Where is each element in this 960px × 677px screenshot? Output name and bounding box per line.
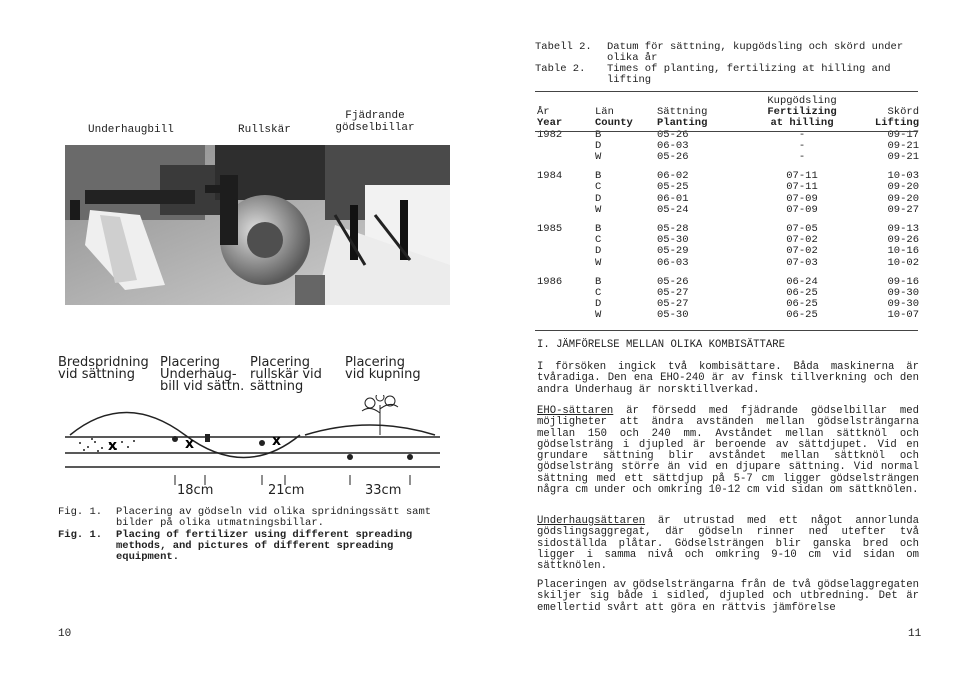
header-county-sv: Län bbox=[595, 106, 614, 119]
paragraph-4-text: Placeringen av gödselsträngarna från de två gödselaggregaten skiljer sig både i sidled, djupled och utbredning. Det är emellertid svårt att göra en rättvis jämförelse bbox=[537, 579, 919, 614]
header-lifting-sv: Skörd bbox=[887, 106, 919, 119]
cell-lifting: 10-03 bbox=[887, 170, 919, 183]
cell-fertilizing: - bbox=[798, 151, 806, 164]
cell-planting: 05-29 bbox=[657, 245, 689, 258]
cell-year bbox=[537, 205, 595, 216]
fig-caption-sv: Placering av gödseln vid olika spridningssätt samt bilder på olika utmatningsbillar. bbox=[116, 506, 432, 529]
cell-county: D bbox=[595, 298, 602, 311]
cell-planting: 05-24 bbox=[657, 203, 689, 216]
cell-lifting: 09-30 bbox=[887, 298, 919, 311]
cell-lifting: 10-02 bbox=[887, 256, 919, 269]
fert-dot-3 bbox=[347, 454, 353, 460]
header-planting-sv: Sättning bbox=[657, 106, 708, 119]
table-row bbox=[537, 182, 919, 193]
fig-caption-en-label: Fig. 1. bbox=[58, 529, 103, 541]
cell-lifting: 09-21 bbox=[887, 151, 919, 164]
cell-county: B bbox=[595, 128, 602, 141]
cell-county: C bbox=[595, 234, 602, 247]
cell-fertilizing: 07-09 bbox=[786, 203, 818, 216]
cell-planting: 05-27 bbox=[657, 298, 689, 311]
cell-lifting: 09-21 bbox=[887, 139, 919, 152]
tuber-mark-1: x bbox=[108, 438, 118, 454]
cell-fertilizing: 06-24 bbox=[786, 275, 818, 288]
cell-lifting: 09-30 bbox=[887, 287, 919, 300]
ridge-line-right bbox=[305, 425, 435, 435]
cell-lifting: 10-07 bbox=[887, 309, 919, 322]
cell-fertilizing: 07-02 bbox=[786, 234, 818, 247]
cell-planting: 05-30 bbox=[657, 309, 689, 322]
equipment-photo bbox=[65, 145, 450, 305]
paragraph-2-text bbox=[537, 406, 919, 496]
cell-county: W bbox=[595, 151, 602, 164]
cell-planting: 06-02 bbox=[657, 170, 689, 183]
cell-lifting: 09-27 bbox=[887, 203, 919, 216]
cell-fertilizing: 07-11 bbox=[786, 181, 818, 194]
paragraph-4 bbox=[537, 580, 919, 614]
distance-18cm: 18cm bbox=[177, 483, 214, 498]
cell-county: W bbox=[595, 203, 602, 216]
cell-lifting: 09-17 bbox=[887, 128, 919, 141]
cell-planting: 05-27 bbox=[657, 287, 689, 300]
cell-lifting: 09-13 bbox=[887, 223, 919, 236]
broadcast-dots bbox=[79, 438, 135, 452]
fig-caption-sv-label: Fig. 1. bbox=[58, 506, 103, 518]
cell-county: W bbox=[595, 309, 602, 322]
cell-year bbox=[537, 152, 595, 163]
table-title-en: Times of planting, fertilizing at hilling and lifting bbox=[607, 63, 891, 86]
eho-term: EHO-sättaren bbox=[537, 405, 614, 417]
equipment-photo-drawing bbox=[65, 145, 450, 305]
cell-fertilizing: 06-25 bbox=[786, 298, 818, 311]
fert-dot-2 bbox=[259, 440, 265, 446]
cell-fertilizing: 07-03 bbox=[786, 256, 818, 269]
cell-year bbox=[537, 258, 595, 269]
paragraph-2 bbox=[537, 406, 919, 496]
figure-label-kupning: Placering vid kupning bbox=[345, 355, 421, 382]
table-rule-header bbox=[535, 131, 918, 132]
tuber-mark-2: x bbox=[185, 436, 195, 452]
cell-planting: 05-25 bbox=[657, 181, 689, 194]
plant-icon bbox=[362, 395, 398, 435]
page-number-right: 11 bbox=[908, 628, 922, 640]
cell-year bbox=[537, 141, 595, 152]
table-row bbox=[537, 246, 919, 257]
section-heading: I. JÄMFÖRELSE MELLAN OLIKA KOMBISÄTTARE bbox=[537, 339, 785, 351]
underhaug-term: Underhaugsättaren bbox=[537, 515, 646, 527]
photo-label-fjadrande: Fjädrande gödselbillar bbox=[335, 110, 415, 134]
cell-year: 1985 bbox=[537, 223, 563, 236]
table-label-sv: Tabell 2. bbox=[535, 41, 592, 53]
table-row bbox=[537, 310, 919, 321]
cell-year: 1986 bbox=[537, 275, 563, 288]
table-rule-top bbox=[535, 91, 918, 92]
cell-planting: 06-03 bbox=[657, 256, 689, 269]
cell-county: D bbox=[595, 139, 602, 152]
cell-lifting: 09-26 bbox=[887, 234, 919, 247]
fert-strip-1 bbox=[205, 434, 210, 442]
header-county-en: County bbox=[595, 117, 633, 130]
cell-fertilizing: - bbox=[798, 128, 806, 141]
cell-fertilizing: 07-11 bbox=[786, 170, 818, 183]
paragraph-3 bbox=[537, 516, 919, 572]
cell-year bbox=[537, 310, 595, 321]
page-number-left: 10 bbox=[58, 628, 72, 640]
figure-label-bredspridning: Bredspridning vid sättning bbox=[58, 355, 149, 382]
cell-planting: 05-26 bbox=[657, 275, 689, 288]
cell-lifting: 10-16 bbox=[887, 245, 919, 258]
header-fert-en2: at hilling bbox=[770, 117, 834, 130]
cell-planting: 05-28 bbox=[657, 223, 689, 236]
header-year-en: Year bbox=[537, 117, 563, 130]
paragraph-3-text bbox=[537, 516, 919, 572]
cell-lifting: 09-16 bbox=[887, 275, 919, 288]
cell-county: D bbox=[595, 245, 602, 258]
cell-year: 1982 bbox=[537, 128, 563, 141]
cell-year bbox=[537, 288, 595, 299]
cell-planting: 06-03 bbox=[657, 139, 689, 152]
table-title-sv: Datum för sättning, kupgödsling och skörd under olika år bbox=[607, 41, 904, 64]
cell-county: C bbox=[595, 181, 602, 194]
cell-year bbox=[537, 246, 595, 257]
cell-county: D bbox=[595, 192, 602, 205]
tuber-mark-3: x bbox=[272, 433, 282, 449]
distance-21cm: 21cm bbox=[268, 483, 305, 498]
cell-county: B bbox=[595, 170, 602, 183]
cell-county: C bbox=[595, 287, 602, 300]
photo-label-underhaugbill: Underhaugbill bbox=[88, 124, 174, 136]
paragraph-1 bbox=[537, 362, 919, 396]
cell-county: B bbox=[595, 223, 602, 236]
cell-year bbox=[537, 194, 595, 205]
paragraph-3-body: är utrustad med ett något annorlunda gödslingsaggregat, där gödseln rinner ned utefter två sidoställda plåtar. Gödselsträngen blir ganska bred och ligger i samma nivå och omkring 9-10 cm vid sidan om sättknölen. bbox=[537, 515, 919, 573]
cell-lifting: 09-20 bbox=[887, 181, 919, 194]
cell-fertilizing: 07-09 bbox=[786, 192, 818, 205]
cell-fertilizing: 07-05 bbox=[786, 223, 818, 236]
cell-year bbox=[537, 182, 595, 193]
cell-fertilizing: 06-25 bbox=[786, 287, 818, 300]
distance-33cm: 33cm bbox=[365, 483, 402, 498]
header-fert-en: Fertilizing bbox=[767, 106, 837, 119]
figure-label-rullskar: Placering rullskär vid sättning bbox=[250, 355, 322, 394]
cell-year: 1984 bbox=[537, 170, 563, 183]
table-row bbox=[537, 205, 919, 216]
cell-planting: 06-01 bbox=[657, 192, 689, 205]
cell-planting: 05-30 bbox=[657, 234, 689, 247]
cell-county: W bbox=[595, 256, 602, 269]
table-row bbox=[537, 258, 919, 269]
cell-planting: 05-26 bbox=[657, 128, 689, 141]
header-lifting-en: Lifting bbox=[874, 117, 919, 130]
table-row bbox=[537, 152, 919, 163]
cell-year bbox=[537, 299, 595, 310]
cell-fertilizing: - bbox=[798, 139, 806, 152]
cell-year bbox=[537, 235, 595, 246]
cell-fertilizing: 07-02 bbox=[786, 245, 818, 258]
cell-planting: 05-26 bbox=[657, 151, 689, 164]
header-fert-sv: Kupgödsling bbox=[767, 95, 837, 107]
paragraph-1-text: I försöken ingick två kombisättare. Båda maskinerna är tvåradiga. Den ena EHO-240 är av finsk tillverkning och den andra Underhaug är norsktillverkad. bbox=[537, 361, 919, 396]
cell-lifting: 09-20 bbox=[887, 192, 919, 205]
cell-county: B bbox=[595, 275, 602, 288]
header-planting-en: Planting bbox=[657, 117, 708, 130]
fig-caption-en: Placing of fertilizer using different spreading methods, and pictures of different spreading equipment. bbox=[116, 529, 413, 563]
paragraph-2-body: är försedd med fjädrande gödselbillar med möjligheter att ändra avständen mellan gödselsträngarna mellan 150 och 240 mm. Avståndet mellan sättknöl och gödselsträng i djupled är beroende av sättdjupet. Vid en grundare sättning blir avståndet mellan sättknöl och gödselsträng större än vid en djupare sättning. Vid normal sättning med ett sättdjup på 5-7 cm ligger gödselsträngen några cm under och omkring 10-12 cm vid sidan om sättknölen. bbox=[537, 405, 919, 497]
table-rule-bottom bbox=[535, 330, 918, 331]
planting-table bbox=[537, 96, 919, 322]
header-row-3 bbox=[537, 118, 919, 129]
cell-fertilizing: 06-25 bbox=[786, 309, 818, 322]
fert-dot-1 bbox=[172, 436, 178, 442]
header-year-sv: År bbox=[537, 106, 550, 119]
photo-label-rullskar: Rullskär bbox=[238, 124, 291, 136]
table-label-en: Table 2. bbox=[535, 63, 586, 75]
figure-label-underhaug: Placering Underhaug-bill vid sättn. bbox=[160, 355, 245, 394]
fert-dot-4 bbox=[407, 454, 413, 460]
